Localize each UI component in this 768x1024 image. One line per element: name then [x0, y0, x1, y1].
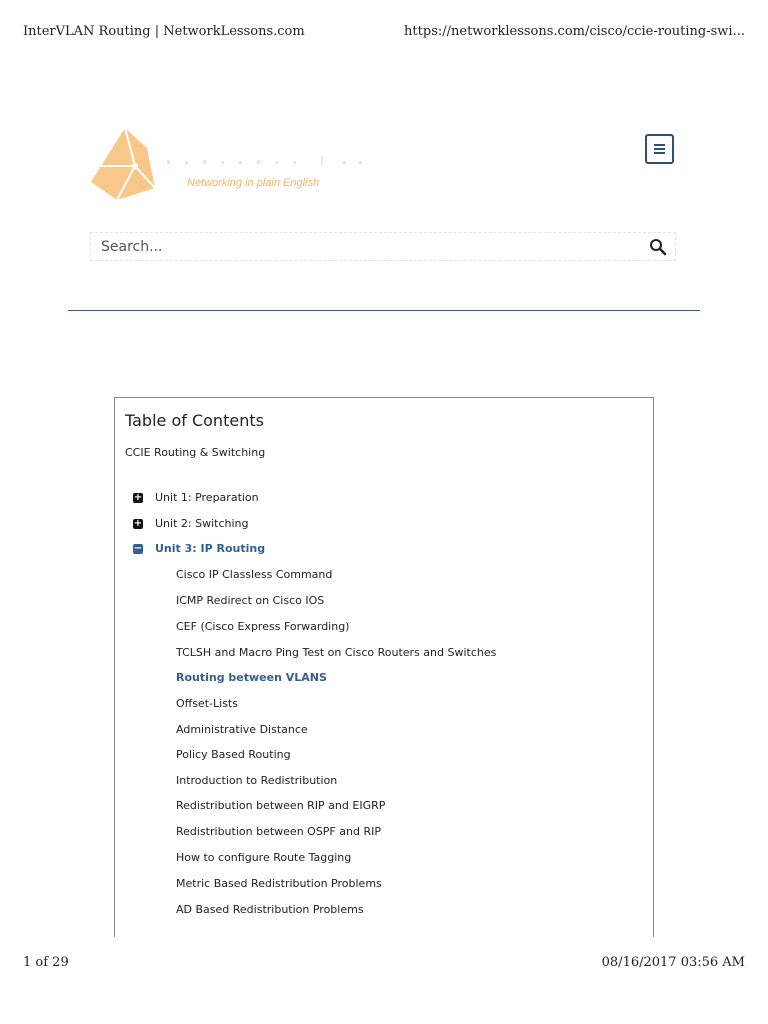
header-divider — [68, 310, 700, 311]
toc-lesson[interactable]: Cisco IP Classless Command — [176, 568, 333, 581]
toc-lesson[interactable]: TCLSH and Macro Ping Test on Cisco Routers and Switches — [176, 646, 497, 659]
toc-lesson[interactable]: Policy Based Routing — [176, 748, 291, 761]
table-of-contents — [114, 397, 654, 937]
toc-course-link[interactable]: CCIE Routing & Switching — [125, 446, 266, 459]
minus-square-icon[interactable]: − — [133, 542, 143, 554]
toc-lesson[interactable]: Metric Based Redistribution Problems — [176, 877, 382, 890]
search-input[interactable] — [101, 237, 631, 257]
toc-title: Table of Contents — [125, 411, 264, 430]
menu-button[interactable] — [645, 134, 674, 164]
toc-unit-label: Unit 3: IP Routing — [155, 542, 266, 555]
plus-square-icon[interactable]: + — [133, 517, 143, 529]
toc-lesson[interactable]: ICMP Redirect on Cisco IOS — [176, 594, 325, 607]
toc-unit-label: Unit 2: Switching — [155, 517, 249, 530]
site-logo[interactable] — [89, 126, 379, 202]
print-page-title: InterVLAN Routing | NetworkLessons.com — [23, 24, 305, 39]
toc-lesson-active[interactable]: Routing between VLANS — [176, 671, 327, 684]
toc-unit-switching[interactable] — [133, 517, 248, 530]
toc-lesson[interactable]: Administrative Distance — [176, 723, 308, 736]
toc-unit-preparation[interactable] — [133, 491, 259, 504]
hamburger-icon — [654, 142, 665, 156]
toc-lesson[interactable]: Offset-Lists — [176, 697, 238, 710]
toc-lesson[interactable]: How to configure Route Tagging — [176, 851, 352, 864]
toc-lesson[interactable]: Redistribution between OSPF and RIP — [176, 825, 381, 838]
toc-unit-ip-routing[interactable] — [133, 542, 265, 555]
search-bar — [90, 232, 676, 261]
print-datetime: 08/16/2017 03:56 AM — [601, 955, 745, 970]
logo-mark-icon — [91, 128, 155, 200]
toc-lesson[interactable]: AD Based Redistribution Problems — [176, 903, 364, 916]
toc-lesson[interactable]: CEF (Cisco Express Forwarding) — [176, 620, 350, 633]
toc-lesson[interactable]: Introduction to Redistribution — [176, 774, 338, 787]
site-tagline: Networking in plain English — [187, 177, 320, 189]
toc-unit-label: Unit 1: Preparation — [155, 491, 259, 504]
print-page-number: 1 of 29 — [23, 955, 69, 970]
plus-square-icon[interactable]: + — [133, 491, 143, 503]
print-page-url: https://networklessons.com/cisco/ccie-routing-swi... — [404, 24, 745, 39]
logo-wordmark-faint — [167, 156, 362, 166]
toc-lesson[interactable]: Redistribution between RIP and EIGRP — [176, 799, 386, 812]
search-icon[interactable] — [649, 238, 667, 256]
